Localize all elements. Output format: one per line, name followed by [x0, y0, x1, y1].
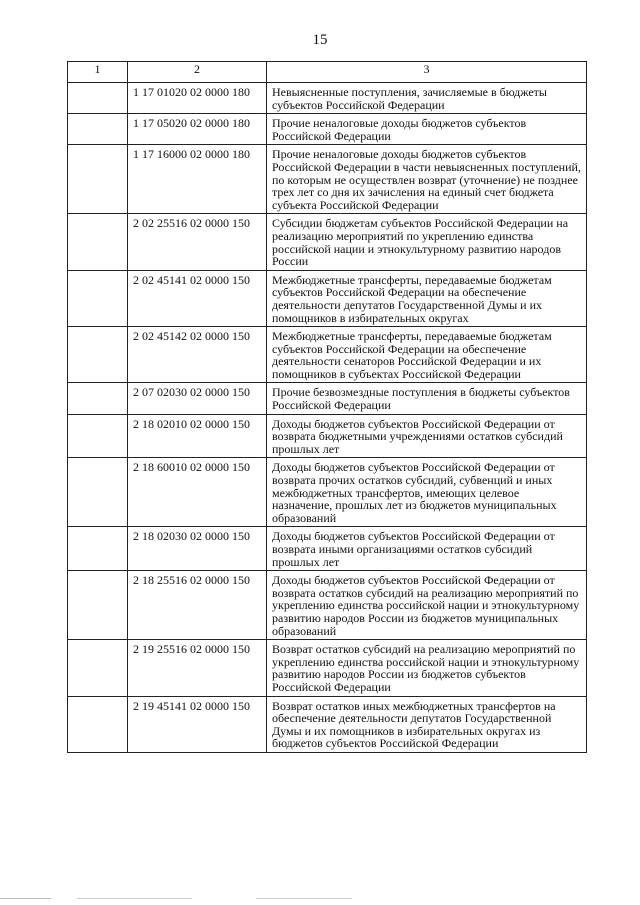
budget-classification-table [67, 61, 587, 753]
cell-empty [68, 383, 128, 414]
cell-classification-code: 2 18 02010 02 0000 150 [128, 414, 267, 458]
table-row [68, 383, 587, 414]
table-row [68, 214, 587, 270]
cell-empty [68, 145, 128, 214]
scan-artifact-line [0, 898, 640, 899]
cell-classification-code: 2 18 60010 02 0000 150 [128, 458, 267, 527]
cell-description: Возврат остатков субсидий на реализацию мероприятий по укреплению единства российской нации и этнокультурному развитию народов России из бюджетов субъектов Российской Федерации [267, 640, 587, 696]
cell-empty [68, 114, 128, 145]
table-row [68, 414, 587, 458]
cell-description: Доходы бюджетов субъектов Российской Федерации от возврата остатков субсидий на реализацию мероприятий по укреплению единства российской нации и этнокультурному развитию народов России из бюджетов муниципальных образований [267, 571, 587, 640]
cell-classification-code: 2 02 25516 02 0000 150 [128, 214, 267, 270]
cell-empty [68, 270, 128, 326]
cell-classification-code: 1 17 01020 02 0000 180 [128, 83, 267, 114]
cell-classification-code: 2 19 45141 02 0000 150 [128, 696, 267, 752]
cell-description: Прочие безвозмездные поступления в бюджеты субъектов Российской Федерации [267, 383, 587, 414]
cell-empty [68, 214, 128, 270]
cell-description: Доходы бюджетов субъектов Российской Федерации от возврата иными организациями остатков субсидий прошлых лет [267, 527, 587, 571]
cell-description: Субсидии бюджетам субъектов Российской Федерации на реализацию мероприятий по укреплению единства российской нации и этнокультурному развитию народов России [267, 214, 587, 270]
table-row [68, 640, 587, 696]
cell-classification-code: 2 18 02030 02 0000 150 [128, 527, 267, 571]
cell-classification-code: 2 07 02030 02 0000 150 [128, 383, 267, 414]
cell-description: Доходы бюджетов субъектов Российской Федерации от возврата прочих остатков субсидий, субвенций и иных межбюджетных трансфертов, имеющих целевое назначение, прошлых лет из бюджетов муниципальных образований [267, 458, 587, 527]
cell-empty [68, 696, 128, 752]
table-row [68, 458, 587, 527]
column-header-3: 3 [267, 62, 587, 83]
page-number: 15 [312, 32, 328, 48]
table-header [68, 62, 587, 83]
table-row [68, 145, 587, 214]
cell-classification-code: 2 19 25516 02 0000 150 [128, 640, 267, 696]
header-row [68, 62, 587, 83]
cell-classification-code: 2 02 45142 02 0000 150 [128, 327, 267, 383]
cell-empty [68, 414, 128, 458]
table-row [68, 527, 587, 571]
cell-description: Прочие неналоговые доходы бюджетов субъектов Российской Федерации [267, 114, 587, 145]
cell-empty [68, 83, 128, 114]
cell-description: Невыясненные поступления, зачисляемые в бюджеты субъектов Российской Федерации [267, 83, 587, 114]
table-row [68, 327, 587, 383]
table-row [68, 696, 587, 752]
cell-classification-code: 2 18 25516 02 0000 150 [128, 571, 267, 640]
cell-description: Возврат остатков иных межбюджетных трансфертов на обеспечение деятельности депутатов Государственной Думы и их помощников в избирательных округах из бюджетов субъектов Российской Федерации [267, 696, 587, 752]
cell-empty [68, 527, 128, 571]
column-header-2: 2 [128, 62, 267, 83]
table-row [68, 83, 587, 114]
table-body [68, 83, 587, 753]
table-row [68, 114, 587, 145]
cell-classification-code: 1 17 16000 02 0000 180 [128, 145, 267, 214]
cell-description: Межбюджетные трансферты, передаваемые бюджетам субъектов Российской Федерации на обеспечение деятельности депутатов Государственной Думы и их помощников в избирательных округах [267, 270, 587, 326]
cell-description: Межбюджетные трансферты, передаваемые бюджетам субъектов Российской Федерации на обеспечение деятельности сенаторов Российской Федерации и их помощников в субъектах Российской Федерации [267, 327, 587, 383]
cell-description: Прочие неналоговые доходы бюджетов субъектов Российской Федерации в части невыясненных поступлений, по которым не осуществлен возврат (уточнение) не позднее трех лет со дня их зачисления на единый счет бюджета субъекта Российской Федерации [267, 145, 587, 214]
cell-description: Доходы бюджетов субъектов Российской Федерации от возврата бюджетными учреждениями остатков субсидий прошлых лет [267, 414, 587, 458]
column-header-1: 1 [68, 62, 128, 83]
cell-empty [68, 327, 128, 383]
cell-empty [68, 640, 128, 696]
table-row [68, 270, 587, 326]
cell-empty [68, 458, 128, 527]
table-row [68, 571, 587, 640]
cell-classification-code: 1 17 05020 02 0000 180 [128, 114, 267, 145]
cell-empty [68, 571, 128, 640]
cell-classification-code: 2 02 45141 02 0000 150 [128, 270, 267, 326]
